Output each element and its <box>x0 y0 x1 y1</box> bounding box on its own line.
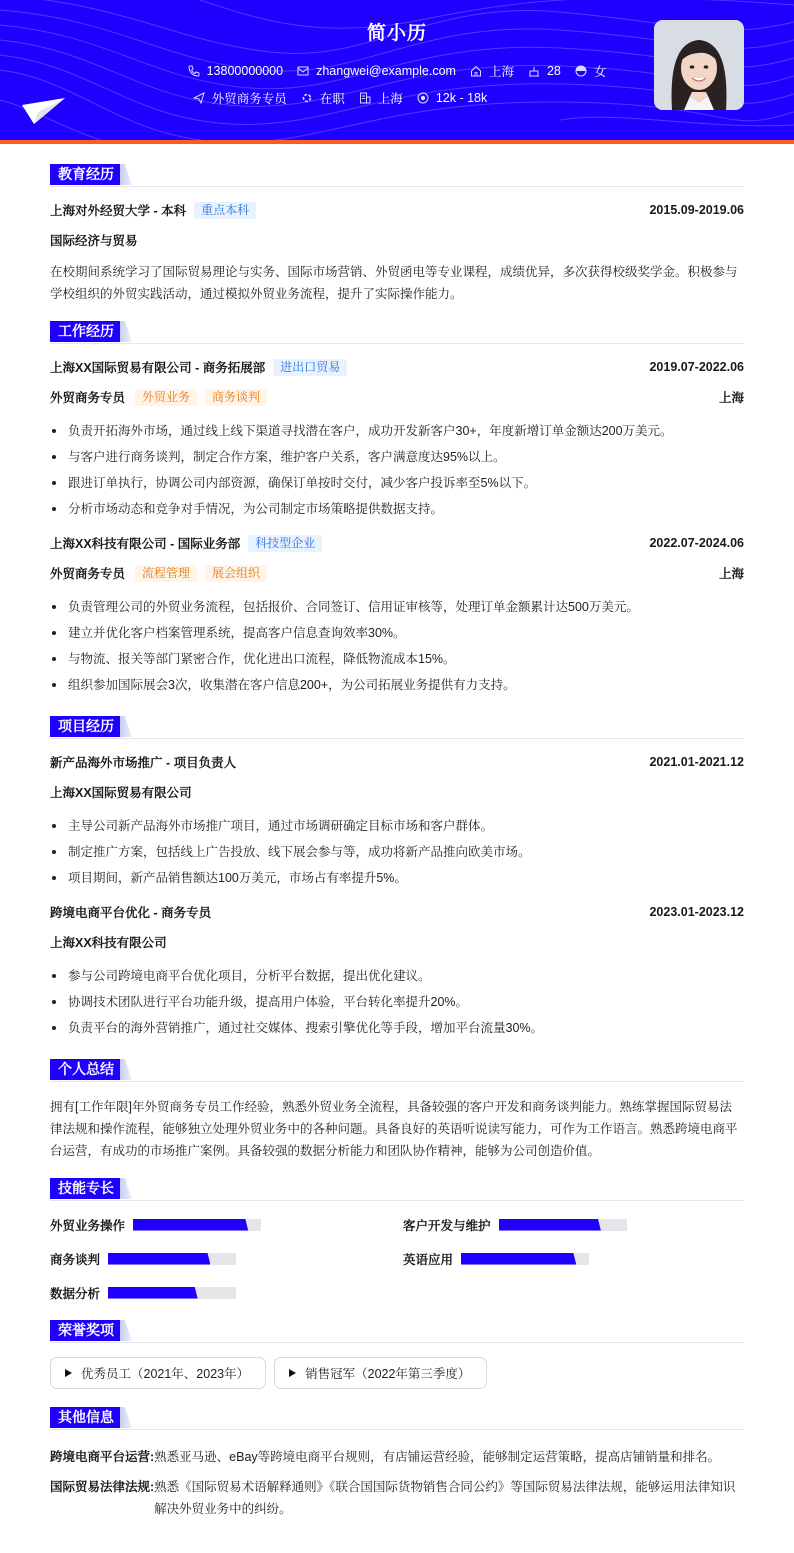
work-bullets <box>50 594 744 698</box>
salary-icon <box>417 92 429 104</box>
work-entry <box>50 534 744 698</box>
send-icon <box>193 92 205 104</box>
status-item <box>301 89 345 107</box>
school-name: 上海对外经贸大学 - 本科 <box>50 204 187 218</box>
phone-icon <box>188 65 200 77</box>
other-info-item <box>50 1446 744 1468</box>
section-header <box>50 162 744 187</box>
project-row <box>50 753 744 771</box>
skill-label: 客户开发与维护 <box>403 1218 491 1233</box>
company-tag: 进出口贸易 <box>273 359 347 376</box>
job-role: 外贸商务专员 <box>50 391 126 405</box>
gender-item <box>575 62 607 80</box>
company-tag: 科技型企业 <box>248 535 322 552</box>
bullet-item: 协调技术团队进行平台功能升级，提高用户体验，平台转化率提升20%。 <box>50 989 744 1015</box>
skill-fill <box>499 1219 601 1231</box>
bullet-item: 与客户进行商务谈判，制定合作方案，维护客户关系，客户满意度达95%以上。 <box>50 444 744 470</box>
work-location: 上海 <box>718 391 744 405</box>
home-icon <box>470 65 482 77</box>
role-tag: 外贸业务 <box>135 389 197 406</box>
project-date: 2021.01-2021.12 <box>649 755 744 769</box>
section-title: 荣誉奖项 <box>50 1320 122 1341</box>
company-left <box>50 358 347 376</box>
section-title-decoration <box>120 716 132 737</box>
age-text: 28 <box>546 64 561 78</box>
section-header <box>50 1176 744 1201</box>
project-date: 2023.01-2023.12 <box>649 905 744 919</box>
other-info-text: 熟悉亚马逊、eBay等跨境电商平台规则，有店铺运营经验，能够制定运营策略，提高店铺销量和排名。 <box>154 1450 721 1464</box>
education-description: 在校期间系统学习了国际贸易理论与实务、国际市场营销、外贸函电等专业课程，成绩优异，多次获得校级奖学金。积极参与学校组织的外贸实践活动，通过模拟外贸业务流程，提升了实际操作能力。 <box>50 265 738 301</box>
section-header <box>50 714 744 739</box>
triangle-right-icon <box>289 1369 296 1377</box>
job-role: 外贸商务专员 <box>50 567 126 581</box>
skill-item <box>50 1215 403 1234</box>
awards-section <box>50 1318 744 1389</box>
role-tag: 展会组织 <box>205 565 267 582</box>
role-row <box>50 564 744 582</box>
status-icon <box>301 92 313 104</box>
skill-item <box>50 1283 403 1302</box>
project-bullets <box>50 963 744 1041</box>
cake-icon <box>528 65 540 77</box>
other-info-label: 跨境电商平台运营: <box>50 1450 155 1464</box>
work-bullets <box>50 418 744 522</box>
skills-section <box>50 1176 744 1302</box>
gender-icon <box>575 65 587 77</box>
company-left <box>50 534 322 552</box>
section-header <box>50 1405 744 1430</box>
section-title-decoration <box>120 164 132 185</box>
award-text: 销售冠军（2022年第三季度） <box>305 1367 471 1381</box>
awards-list <box>50 1357 744 1389</box>
salary-item <box>417 91 487 105</box>
skill-fill <box>108 1287 198 1299</box>
award-item <box>50 1357 266 1389</box>
section-title-decoration <box>120 1320 132 1341</box>
skill-item <box>403 1215 744 1234</box>
major: 国际经济与贸易 <box>50 234 138 248</box>
skill-label: 外贸业务操作 <box>50 1218 126 1233</box>
award-text: 优秀员工（2021年、2023年） <box>81 1367 250 1381</box>
section-title: 工作经历 <box>50 321 122 342</box>
skill-bar <box>499 1219 627 1231</box>
skill-item <box>403 1249 744 1268</box>
school-tag: 重点本科 <box>194 202 256 219</box>
education-section <box>50 162 744 305</box>
company-row <box>50 534 744 552</box>
bullet-item: 建立并优化客户档案管理系统，提高客户信息查询效率30%。 <box>50 620 744 646</box>
bullet-item: 主导公司新产品海外市场推广项目，通过市场调研确定目标市场和客户群体。 <box>50 813 744 839</box>
bullet-item: 负责平台的海外营销推广，通过社交媒体、搜索引擎优化等手段，增加平台流量30%。 <box>50 1015 744 1041</box>
education-entry <box>50 201 744 305</box>
work-city-item <box>359 89 403 107</box>
role-left <box>50 564 267 582</box>
award-item <box>274 1357 487 1389</box>
status-text: 在职 <box>319 92 345 106</box>
summary-text: 拥有[工作年限]年外贸商务专员工作经验，熟悉外贸业务全流程，具备较强的客户开发和商务谈判能力。熟练掌握国际贸易法律法规和操作流程，能够独立处理外贸业务中的各种问题。具备良好的英语听说读写能力，可作为工作语言。熟悉跨境电商平台运营，有成功的市场推广案例。具备较强的数据分析能力和团队协作精神，能够为公司创造价值。 <box>50 1100 738 1158</box>
skill-label: 英语应用 <box>403 1252 454 1267</box>
skill-fill <box>461 1253 576 1265</box>
resume-header <box>0 0 794 140</box>
skills-grid <box>50 1215 744 1302</box>
age-item <box>528 64 561 78</box>
education-row <box>50 201 744 219</box>
skill-item <box>50 1249 403 1268</box>
work-date: 2019.07-2022.06 <box>649 360 744 374</box>
project-company-row <box>50 783 744 801</box>
skill-bar <box>133 1219 261 1231</box>
bullet-item: 参与公司跨境电商平台优化项目，分析平台数据，提出优化建议。 <box>50 963 744 989</box>
project-company-row <box>50 933 744 951</box>
company-name: 上海XX科技有限公司 - 国际业务部 <box>50 537 241 551</box>
project-name: 新产品海外市场推广 - 项目负责人 <box>50 756 237 770</box>
company-row <box>50 358 744 376</box>
job-intent-row <box>0 89 680 107</box>
email-item <box>297 64 456 78</box>
section-title: 技能专长 <box>50 1178 122 1199</box>
work-city-text: 上海 <box>377 92 403 106</box>
role-left <box>50 388 267 406</box>
education-left <box>50 201 256 219</box>
bullet-item: 与物流、报关等部门紧密合作，优化进出口流程，降低物流成本15%。 <box>50 646 744 672</box>
contact-row <box>57 62 737 80</box>
project-entry <box>50 753 744 891</box>
work-date: 2022.07-2024.06 <box>649 536 744 550</box>
project-entry <box>50 903 744 1041</box>
city-item <box>470 62 514 80</box>
company-name: 上海XX国际贸易有限公司 - 商务拓展部 <box>50 361 266 375</box>
position-text: 外贸商务专员 <box>211 92 287 106</box>
bullet-item: 跟进订单执行，协调公司内部资源，确保订单按时交付，减少客户投诉率至5%以下。 <box>50 470 744 496</box>
section-title-decoration <box>120 321 132 342</box>
section-header <box>50 319 744 344</box>
section-header <box>50 1057 744 1082</box>
position-item <box>193 89 287 107</box>
skill-label: 数据分析 <box>50 1286 101 1301</box>
skill-bar <box>108 1287 236 1299</box>
skill-bar <box>461 1253 589 1265</box>
work-entry <box>50 358 744 522</box>
work-location: 上海 <box>718 567 744 581</box>
salary-text: 12k - 18k <box>435 91 488 105</box>
bullet-item: 负责管理公司的外贸业务流程，包括报价、合同签订、信用证审核等，处理订单金额累计达500万美元。 <box>50 594 744 620</box>
role-row <box>50 388 744 406</box>
phone-item <box>188 64 283 78</box>
section-title: 项目经历 <box>50 716 122 737</box>
role-tag: 流程管理 <box>135 565 197 582</box>
project-row <box>50 903 744 921</box>
bullet-item: 项目期间，新产品销售额达100万美元，市场占有率提升5%。 <box>50 865 744 891</box>
candidate-name: 简小历 <box>366 23 427 44</box>
section-title: 其他信息 <box>50 1407 122 1428</box>
project-company: 上海XX科技有限公司 <box>50 936 167 950</box>
section-title: 教育经历 <box>50 164 122 185</box>
other-info-text: 熟悉《国际贸易术语解释通则》《联合国国际货物销售合同公约》等国际贸易法律法规，能够运用法律知识解决外贸业务中的纠纷。 <box>154 1480 736 1516</box>
other-info-label: 国际贸易法律法规: <box>50 1480 155 1494</box>
project-company: 上海XX国际贸易有限公司 <box>50 786 192 800</box>
bullet-item: 分析市场动态和竞争对手情况，为公司制定市场策略提供数据支持。 <box>50 496 744 522</box>
section-title-decoration <box>120 1407 132 1428</box>
building-icon <box>359 92 371 104</box>
major-row <box>50 231 744 249</box>
projects-section <box>50 714 744 1041</box>
project-name: 跨境电商平台优化 - 商务专员 <box>50 906 212 920</box>
avatar-photo <box>654 20 744 110</box>
project-bullets <box>50 813 744 891</box>
section-header <box>50 1318 744 1343</box>
bullet-item: 负责开拓海外市场，通过线上线下渠道寻找潜在客户，成功开发新客户30+，年度新增订单金额达200万美元。 <box>50 418 744 444</box>
bullet-item: 组织参加国际展会3次，收集潜在客户信息200+，为公司拓展业务提供有力支持。 <box>50 672 744 698</box>
triangle-right-icon <box>65 1369 72 1377</box>
other-section <box>50 1405 744 1520</box>
resume-body <box>0 144 794 1520</box>
city-text: 上海 <box>488 65 514 79</box>
skill-label: 商务谈判 <box>50 1252 101 1267</box>
skill-fill <box>133 1219 248 1231</box>
work-section <box>50 319 744 698</box>
phone-text: 13800000000 <box>206 64 284 78</box>
skill-bar <box>108 1253 236 1265</box>
email-text: zhangwei@example.com <box>316 64 456 78</box>
section-title: 个人总结 <box>50 1059 122 1080</box>
portrait-image <box>654 20 744 110</box>
mail-icon <box>297 65 309 77</box>
education-date: 2015.09-2019.06 <box>649 203 744 217</box>
section-title-decoration <box>120 1059 132 1080</box>
role-tag: 商务谈判 <box>205 389 267 406</box>
other-info-item <box>50 1476 744 1520</box>
section-title-decoration <box>120 1178 132 1199</box>
gender-text: 女 <box>593 65 607 79</box>
summary-section <box>50 1057 744 1162</box>
bullet-item: 制定推广方案，包括线上广告投放、线下展会参与等，成功将新产品推向欧美市场。 <box>50 839 744 865</box>
skill-fill <box>108 1253 210 1265</box>
